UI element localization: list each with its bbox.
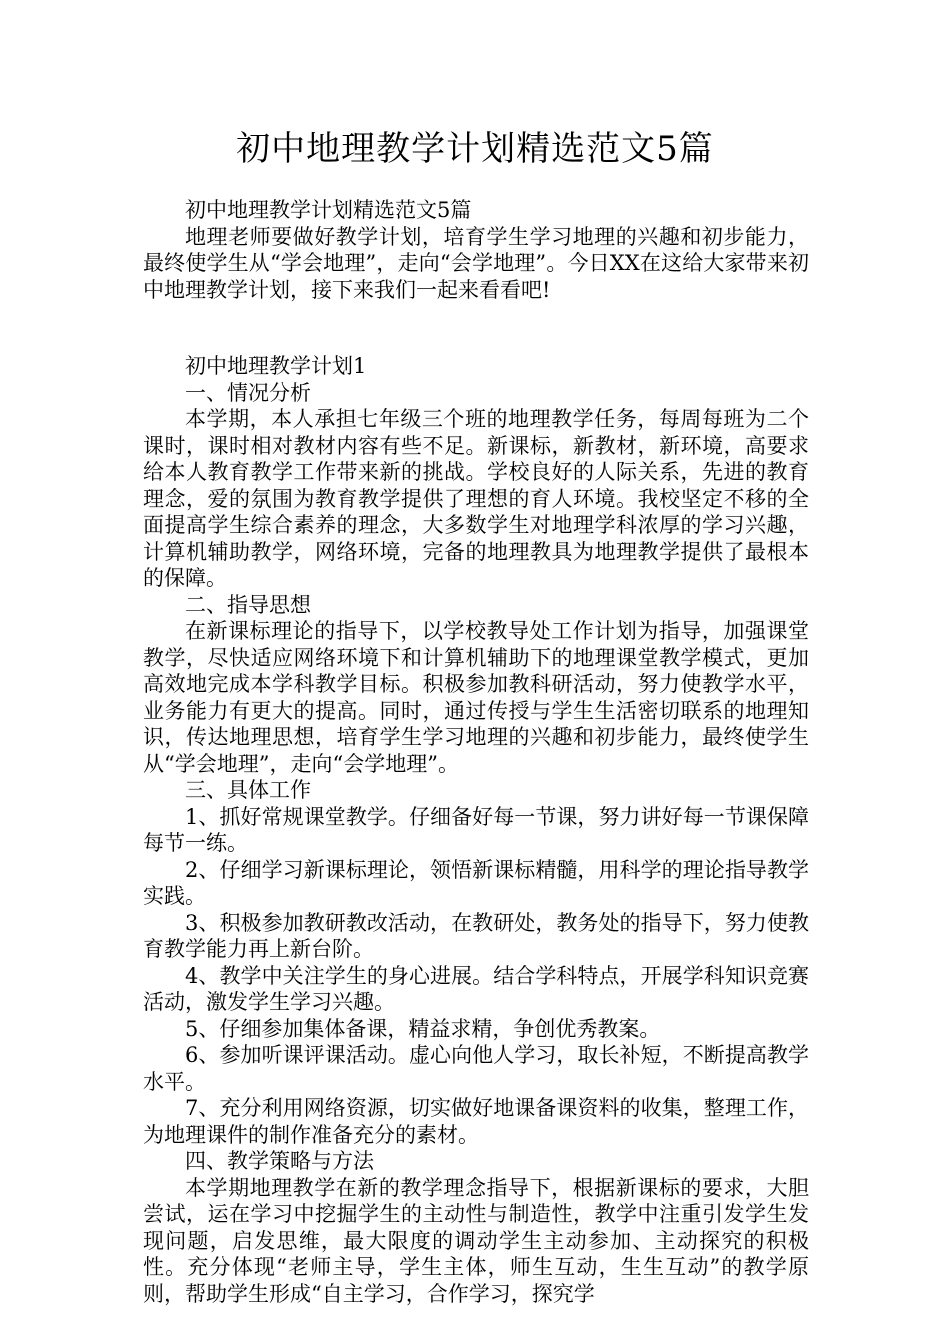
heading-situation-analysis: 一、情况分析 bbox=[185, 380, 311, 405]
list-item-work-4: 4、教学中关注学生的身心进展。结合学科特点，开展学科知识竞赛活动，激发学生学习兴趣。 bbox=[143, 963, 809, 1014]
list-item-work-1: 1、抓好常规课堂教学。仔细备好每一节课，努力讲好每一节课保障每节一练。 bbox=[143, 804, 809, 855]
paragraph-guiding-ideology: 在新课标理论的指导下，以学校教导处工作计划为指导，加强课堂教学，尽快适应网络环境下和计算机辅助下的地理课堂教学模式，更加高效地完成本学科教学目标。积极参加教科研活动，努力使教学水平，业务能力有更大的提高。同时，通过传授与学生生活密切联系的地理知识，传达地理思想，培育学生学习地理的兴趣和初步能力，最终使学生从“学会地理”，走向“会学地理”。 bbox=[143, 619, 809, 776]
subtitle-paragraph: 初中地理教学计划精选范文5篇 bbox=[185, 198, 472, 222]
list-item-work-3: 3、积极参加教研教改活动，在教研处，教务处的指导下，努力使教育教学能力再上新台阶。 bbox=[143, 910, 809, 961]
paragraph-teaching-strategy: 本学期地理教学在新的教学理念指导下，根据新课标的要求，大胆尝试，运在学习中挖掘学生的主动性与制造性，教学中注重引发学生发现问题，启发思维，最大限度的调动学生主动参加、主动探究的积极性。充分体现“老师主导，学生主体，师生互动，生生互动”的教学原则，帮助学生形成“自主学习，合作学习，探究学 bbox=[143, 1175, 809, 1306]
document-title: 初中地理教学计划精选范文5篇 bbox=[236, 129, 714, 169]
heading-specific-work: 三、具体工作 bbox=[185, 778, 311, 802]
heading-guiding-ideology: 二、指导思想 bbox=[185, 592, 311, 617]
paragraph-spacer bbox=[143, 303, 809, 353]
list-item-work-2: 2、仔细学习新课标理论，领悟新课标精髓，用科学的理论指导教学实践。 bbox=[143, 857, 809, 908]
list-item-work-7: 7、充分利用网络资源，切实做好地课备课资料的收集，整理工作，为地理课件的制作准备充分的素材。 bbox=[143, 1096, 809, 1147]
section-heading-plan-1: 初中地理教学计划1 bbox=[185, 354, 367, 378]
intro-paragraph: 地理老师要做好教学计划，培育学生学习地理的兴趣和初步能力，最终使学生从“学会地理”，走向“会学地理”。今日XX在这给大家带来初中地理教学计划，接下来我们一起来看看吧! bbox=[143, 224, 809, 302]
heading-teaching-strategy: 四、教学策略与方法 bbox=[185, 1149, 374, 1173]
list-item-work-6: 6、参加听课评课活动。虚心向他人学习，取长补短，不断提高教学水平。 bbox=[143, 1043, 809, 1094]
paragraph-situation-analysis: 本学期，本人承担七年级三个班的地理教学任务，每周每班为二个课时，课时相对教材内容有些不足。新课标，新教材，新环境，高要求给本人教育教学工作带来新的挑战。学校良好的人际关系，先进的教育理念，爱的氛围为教育教学提供了理想的育人环境。我校坚定不移的全面提高学生综合素养的理念，大多数学生对地理学科浓厚的学习兴趣，计算机辅助教学，网络环境，完备的地理教具为地理教学提供了最根本的保障。 bbox=[143, 407, 809, 590]
document-body bbox=[143, 197, 809, 1307]
list-item-work-5: 5、仔细参加集体备课，精益求精，争创优秀教案。 bbox=[185, 1016, 661, 1041]
